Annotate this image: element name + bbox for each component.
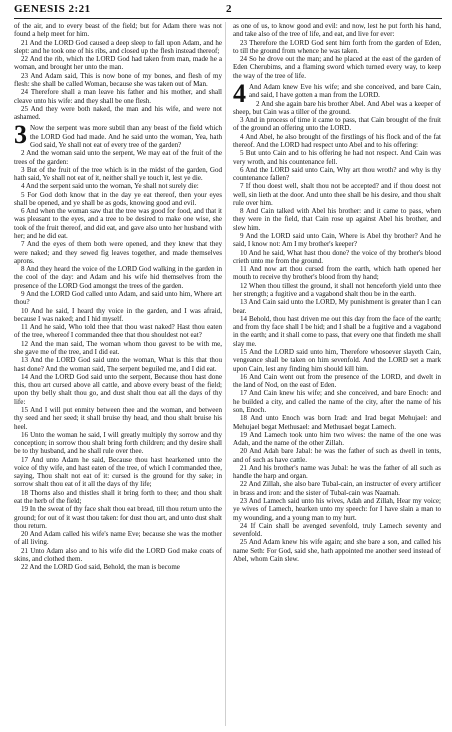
verse <box>14 290 222 307</box>
verse-text: And now art thou cursed from the earth, which hath opened her mouth to receive thy brother's blood from thy hand; <box>233 265 441 282</box>
verse-text: And the serpent said unto the woman, Ye shall not surely die: <box>25 182 199 191</box>
verse-text: So he drove out the man; and he placed at the east of the garden of Eden Cherubims, and a flaming sword which turned every way, to keep the way of the tree of life. <box>233 55 441 80</box>
verse <box>233 414 441 431</box>
verse-number: 10 <box>21 306 29 315</box>
verse-number: 8 <box>240 207 244 216</box>
verse-text: And when the woman saw that the tree was good for food, and that it was pleasant to the eyes, and a tree to be desired to make one wise, she took of the fruit thereof, and did eat, and gave also unto her husband with her; and he did eat. <box>14 207 222 241</box>
verse <box>14 265 222 290</box>
verse-text: And the man said, The woman whom thou gavest to be with me, she gave me of the tree, and I did eat. <box>14 339 222 356</box>
chapter-number: 3 <box>14 120 27 150</box>
page-header <box>14 2 442 19</box>
verse-number: 24 <box>21 88 29 97</box>
verse-text: And he said, What hast thou done? the voice of thy brother's blood crieth unto me from the ground. <box>233 248 441 265</box>
verse <box>14 88 222 105</box>
verse-number: 20 <box>21 530 29 539</box>
verse-text: And the LORD said unto Cain, Where is Abel thy brother? And he said, I know not: Am I my brother's keeper? <box>233 232 441 249</box>
verse-text: Now the serpent was more subtil than any beast of the field which the LORD God had made. And he said unto the woman, Yea, hath God said, Ye shall not eat of every tree of the garden? <box>30 124 222 149</box>
verse-number: 7 <box>240 182 244 191</box>
verse-text: And Adam knew Eve his wife; and she conceived, and bare Cain, and said, I have gotten a man from the LORD. <box>249 82 441 100</box>
verse <box>14 547 222 564</box>
verse <box>14 182 222 190</box>
verse <box>14 431 222 456</box>
verse-number: 23 <box>21 71 29 80</box>
verse-text: And Cain went out from the presence of the LORD, and dwelt in the land of Nod, on the east of Eden. <box>233 372 441 390</box>
verse <box>233 282 441 299</box>
verse <box>14 149 222 166</box>
verse <box>233 249 441 266</box>
verse-number: 21 <box>21 38 29 47</box>
verse-text: And she again bare his brother Abel. And Abel was a keeper of sheep, but Cain was a tiller of the ground. <box>233 99 441 116</box>
verse <box>14 191 222 208</box>
verse-text: But unto Cain and to his offering he had not respect. And Cain was very wroth, and his countenance fell. <box>233 149 441 166</box>
verse-text: Thorns also and thistles shall it bring forth to thee; and thou shalt eat the herb of the field; <box>14 488 222 506</box>
verse <box>233 265 441 282</box>
verse-number: 8 <box>21 265 25 274</box>
verse-number: 18 <box>21 488 29 497</box>
verse-number: 18 <box>240 414 248 423</box>
verse-number: 3 <box>21 165 25 174</box>
verse <box>14 105 222 122</box>
verse-text: For God doth know that in the day ye eat thereof, then your eyes shall be opened, and ye shall be as gods, knowing good and evil. <box>14 190 222 207</box>
verse <box>233 149 441 166</box>
verse-text: If thou doest well, shalt thou not be accepted? and if thou doest not well, sin lieth at the door. And unto thee shall be his desire, and thou shalt rule over him. <box>233 182 441 207</box>
verse-number: 6 <box>240 165 244 174</box>
verse <box>14 240 222 265</box>
verse-text: And Adam knew his wife again; and she bare a son, and called his name Seth: For God, said she, hath appointed me another seed instead of Abel, whom Cain slew. <box>233 538 441 563</box>
verse-text: And they were both naked, the man and his wife, and were not ashamed. <box>14 104 222 122</box>
verse <box>233 166 441 183</box>
verse-text: Therefore shall a man leave his father and his mother, and shall cleave unto his wife: and they shall be one flesh. <box>14 88 222 105</box>
verse-text: And I will put enmity between thee and the woman, and between thy seed and her seed; it shall bruise thy head, and thou shalt bruise his heel. <box>14 405 222 431</box>
verse-number: 23 <box>240 497 248 506</box>
verse <box>14 39 222 56</box>
verse-number: 14 <box>240 314 248 323</box>
verse-number: 3 <box>240 116 244 125</box>
verse <box>233 100 441 117</box>
verse-number: 17 <box>240 389 248 398</box>
verse <box>233 373 441 390</box>
verse-number: 12 <box>240 281 248 290</box>
page-number: 2 <box>226 3 232 15</box>
verse-text: And in process of time it came to pass, that Cain brought of the fruit of the ground an offering unto the LORD. <box>233 116 441 133</box>
verse-number: 15 <box>21 405 29 414</box>
verse-text: Unto Adam also and to his wife did the LORD God make coats of skins, and clothed them. <box>14 546 222 563</box>
verse-text: of the air, and to every beast of the field; but for Adam there was not found a help meet for him. <box>14 22 222 39</box>
verse <box>14 406 222 431</box>
verse <box>233 431 441 448</box>
column-divider <box>225 22 226 726</box>
verse <box>14 563 222 571</box>
verse-number: 22 <box>21 55 29 64</box>
verse-text: And Adah bare Jabal: he was the father of such as dwell in tents, and of such as have cattle. <box>233 447 441 464</box>
verse-text: And the LORD said unto Cain, Why art thou wroth? and why is thy countenance fallen? <box>233 165 441 183</box>
verse <box>233 389 441 414</box>
verse-number: 2 <box>21 149 25 158</box>
verse-text: And he said, Who told thee that thou wast naked? Hast thou eaten of the tree, whereof I commanded thee that thou shouldest not eat? <box>14 323 222 340</box>
verse <box>14 530 222 547</box>
verse-number: 20 <box>240 447 248 456</box>
verse <box>14 22 222 39</box>
verse <box>14 166 222 183</box>
verse-text: And the LORD God called unto Adam, and said unto him, Where art thou? <box>14 290 222 307</box>
verse <box>14 72 222 89</box>
verse-number: 9 <box>21 290 25 298</box>
verse-number: 2 <box>256 99 260 108</box>
verse-text: And Cain knew his wife; and she conceived, and bare Enoch: and he builded a city, and called the name of the city, after the name of his son, Enoch. <box>233 389 441 414</box>
verse-number: 5 <box>21 190 25 199</box>
verse-number: 21 <box>240 463 248 472</box>
verse-number: 22 <box>240 480 248 489</box>
verse <box>233 522 441 539</box>
verse-text: And the LORD God said unto the woman, What is this that thou hast done? And the woman said, The serpent beguiled me, and I did eat. <box>14 356 222 373</box>
verse <box>14 373 222 406</box>
verse-number: 13 <box>240 298 248 307</box>
verse <box>233 39 441 56</box>
verse <box>14 307 222 324</box>
verse <box>14 55 222 72</box>
verse-text: Unto the woman he said, I will greatly multiply thy sorrow and thy conception; in sorrow thou shalt bring forth children; and thy desire shall be to thy husband, and he shall rule over thee. <box>14 430 222 456</box>
left-column <box>14 22 222 728</box>
verse-text: And his brother's name was Jubal: he was the father of all such as handle the harp and organ. <box>233 463 441 481</box>
verse <box>233 480 441 497</box>
verse-number: 24 <box>240 55 248 64</box>
verse-number: 9 <box>240 232 244 241</box>
running-head: GENESIS 2:21 <box>14 3 91 15</box>
verse <box>14 456 222 489</box>
verse <box>233 207 441 232</box>
verse <box>233 55 441 80</box>
verse-number: 15 <box>240 347 248 356</box>
verse-number: 17 <box>21 455 29 464</box>
verse-number: 7 <box>21 240 25 249</box>
verse-text: And Lamech took unto him two wives: the name of the one was Adah, and the name of the other Zillah. <box>233 430 441 448</box>
verse-text: And Adam said, This is now bone of my bones, and flesh of my flesh: she shall be called Woman, because she was taken out of Man. <box>14 71 222 88</box>
verse <box>233 116 441 133</box>
verse-number: 19 <box>240 430 248 439</box>
chapter-start <box>14 120 222 150</box>
verse-number: 12 <box>21 339 29 348</box>
verse-number: 24 <box>240 521 248 530</box>
verse <box>14 207 222 240</box>
verse-text: And the LORD said unto him, Therefore whosoever slayeth Cain, vengeance shall be taken on him sevenfold. And the LORD set a mark upon Cain, lest any finding him should kill him. <box>233 347 441 373</box>
verse <box>233 464 441 481</box>
verse-text: Behold, thou hast driven me out this day from the face of the earth; and from thy face shall I be hid; and I shall be a fugitive and a vagabond in the earth; and it shall come to pass, that every one that findeth me shall slay me. <box>233 314 441 348</box>
verse-text: And unto Adam he said, Because thou hast hearkened unto the voice of thy wife, and hast eaten of the tree, of which I commanded thee, saying, Thou shalt not eat of it: cursed is the ground for thy sake; in sorrow shalt thou eat of it all the days of thy life; <box>14 455 222 489</box>
verse-text: And Adam called his wife's name Eve; because she was the mother of all living. <box>14 530 222 547</box>
verse-text: And they heard the voice of the LORD God walking in the garden in the cool of the day: and Adam and his wife hid themselves from the presence of the LORD God amongst the trees of the garden. <box>14 265 222 290</box>
verse-number: 11 <box>21 323 28 332</box>
verse-number: 25 <box>240 538 248 547</box>
verse <box>14 340 222 357</box>
verse <box>233 348 441 373</box>
verse <box>233 538 441 563</box>
verse <box>14 505 222 530</box>
verse <box>233 497 441 522</box>
verse-number: 22 <box>21 563 29 572</box>
verse-number: 14 <box>21 372 29 381</box>
verse-text: Therefore the LORD God sent him forth from the garden of Eden, to till the ground from whence he was taken. <box>233 38 441 55</box>
verse-text: And the eyes of them both were opened, and they knew that they were naked; and they sewed fig leaves together, and made themselves aprons. <box>14 240 222 265</box>
verse-text: And unto Enoch was born Irad: and Irad begat Mehujael: and Mehujael begat Methusael: and Methusael begat Lamech. <box>233 414 441 431</box>
verse <box>233 22 441 39</box>
verse-text: And the LORD God said, Behold, the man is become <box>29 563 180 572</box>
verse-text: And Abel, he also brought of the firstlings of his flock and of the fat thereof. And the LORD had respect unto Abel and to his offering: <box>233 132 441 149</box>
chapter-number: 4 <box>233 78 246 108</box>
verse <box>233 232 441 249</box>
verse <box>233 315 441 348</box>
verse-number: 5 <box>240 149 244 158</box>
verse-text: And the rib, which the LORD God had taken from man, made he a woman, and brought her unto the man. <box>14 55 222 72</box>
verse <box>233 182 441 207</box>
verse-number: 13 <box>21 356 29 365</box>
verse-text: as one of us, to know good and evil: and now, lest he put forth his hand, and take also of the tree of life, and eat, and live for ever: <box>233 22 441 39</box>
verse-text: And Cain talked with Abel his brother: and it came to pass, when they were in the field, that Cain rose up against Abel his brother, and slew him. <box>233 207 441 232</box>
verse-number: 6 <box>21 207 25 216</box>
verse-number: 21 <box>21 546 29 555</box>
verse-number: 23 <box>240 38 248 47</box>
verse-number: 10 <box>240 248 248 257</box>
verse-text: But of the fruit of the tree which is in the midst of the garden, God hath said, Ye shall not eat of it, neither shall ye touch it, lest ye die. <box>14 165 222 183</box>
right-column <box>233 22 441 728</box>
verse-text: In the sweat of thy face shalt thou eat bread, till thou return unto the ground; for out of it wast thou taken: for dust thou art, and unto dust shalt thou return. <box>14 505 222 530</box>
verse-number: 16 <box>21 430 29 439</box>
verse-number: 25 <box>21 104 29 113</box>
verse-text: When thou tillest the ground, it shall not henceforth yield unto thee her strength; a fugitive and a vagabond shalt thou be in the earth. <box>233 281 441 298</box>
verse-number: 4 <box>240 132 244 141</box>
verse <box>14 356 222 373</box>
verse-number: 16 <box>240 372 248 381</box>
verse <box>233 447 441 464</box>
verse-text: And Zillah, she also bare Tubal-cain, an instructer of every artificer in brass and iron: and the sister of Tubal-cain was Naamah. <box>233 480 441 497</box>
verse-text: And Lamech said unto his wives, Adah and Zillah, Hear my voice; ye wives of Lamech, hearken unto my speech: for I have slain a man to my wounding, and a young man to my hurt. <box>233 497 441 522</box>
verse <box>14 489 222 506</box>
verse-number: 11 <box>240 265 247 274</box>
verse <box>233 133 441 150</box>
verse <box>233 298 441 315</box>
verse-text: And the woman said unto the serpent, We may eat of the fruit of the trees of the garden: <box>14 149 222 166</box>
verse-number: 4 <box>21 182 25 191</box>
verse-text: And he said, I heard thy voice in the garden, and I was afraid, because I was naked; and I hid myself. <box>14 306 222 323</box>
verse-number: 19 <box>21 505 29 514</box>
verse-text: If Cain shall be avenged sevenfold, truly Lamech seventy and sevenfold. <box>233 521 441 539</box>
verse-text: And the LORD God caused a deep sleep to fall upon Adam, and he slept: and he took one of his ribs, and closed up the flesh instead thereof; <box>14 38 222 55</box>
verse-text: And Cain said unto the LORD, My punishment is greater than I can bear. <box>233 298 441 315</box>
verse-text: And the LORD God said unto the serpent, Because thou hast done this, thou art cursed above all cattle, and above every beast of the field; upon thy belly shalt thou go, and dust shalt thou eat all the days of thy life: <box>14 372 222 406</box>
verse <box>14 323 222 340</box>
